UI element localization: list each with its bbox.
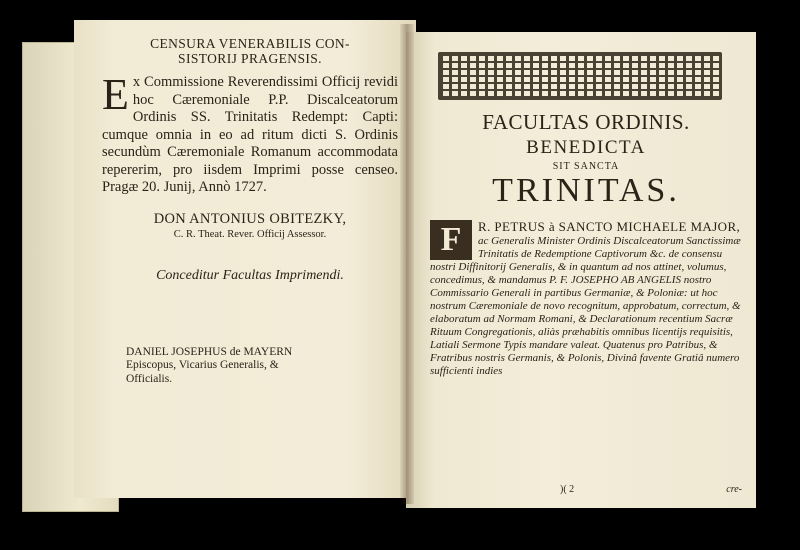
open-book (22, 14, 762, 514)
book-gutter (400, 24, 414, 504)
censura-body (102, 70, 398, 197)
bishop-line3: Officialis. (126, 372, 173, 385)
censura-dropcap: E (102, 70, 129, 119)
right-page (406, 32, 756, 508)
facultas-body (430, 220, 742, 378)
censura-title-line2: SISTORIJ PRAGENSIS. (178, 51, 322, 66)
censura-title-line1: CENSURA VENERABILIS CON- (150, 36, 350, 51)
bishop-signature (126, 346, 398, 387)
folio-mark: )( 2 (560, 484, 575, 495)
signer-name: DON ANTONIUS OBITEZKY, (153, 210, 347, 227)
bishop-line2: Episcopus, Vicarius Generalis, & (126, 359, 279, 371)
facultas-text: ac Generalis Minister Ordinis Discalceatorum Sanctissimæ Trinitatis de Redemptione Captivorum &c. de consensu nostri Diffinitorij Generalis, & in quantum ad nos attinet, volumus, concedimus, & mandamus P. F. JOSEPHO AB ANGELIS nostro Commissario Generali in partibus Germaniæ, & Poloniæ: ut hoc nostrum Cæremoniale de novo recognitum, approbatum, correctum, & elaboratum ad Normam Romani, & Declarationum recentium Sacræ Rituum Congregationis, aliàs præhabitis omnibus licentijs requisitis, Latiali Sermone Typis mandare valeat. Quatenus pro Patribus, & Fratribus nostris Germanis, & Polonis, Divinâ favente Gratiâ numero sufficienti indies (430, 235, 741, 377)
benedicta-heading: BENEDICTA (526, 137, 646, 158)
conceditur-line: Conceditur Facultas Imprimendi. (156, 267, 344, 283)
facultas-heading: FACULTAS ORDINIS. (482, 110, 690, 134)
bishop-line1: DANIEL JOSEPHUS de MAYERN (126, 345, 293, 358)
sit-sancta-heading: SIT SANCTA (552, 161, 620, 172)
censura-text: x Commissione Reverendissimi Officij revidi hoc Cæremoniale P.P. Discalceatorum Ordinis SS. Trinitatis Redempt: Capti: cumque omnia in eo ad ritum dicti S. Ordinis secundùm Cæremoniale Romanum accommodata repererim, pro iisdem Imprimi posse censeo. Pragæ 20. Junij, Annò 1727. (102, 74, 398, 195)
facultas-dropcap: F (430, 220, 472, 260)
left-page (74, 20, 416, 498)
trinitas-heading: TRINITAS. (492, 172, 680, 209)
facultas-lead: R. PETRUS à SANCTO MICHAELE MAJOR, (478, 219, 741, 234)
catchword: cre- (726, 484, 742, 495)
header-ornament (438, 52, 722, 100)
signer-office: C. R. Theat. Rever. Officij Assessor. (173, 228, 327, 240)
